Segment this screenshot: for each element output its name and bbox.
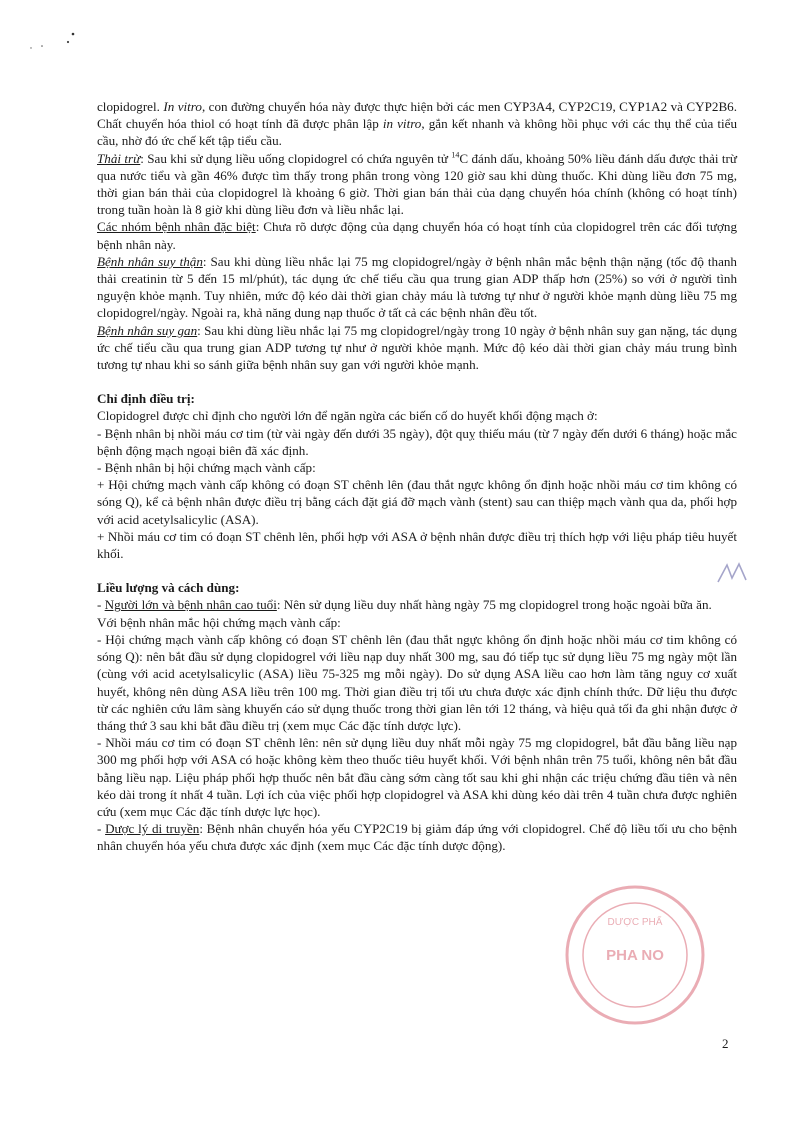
indications-line: - Bệnh nhân bị nhồi máu cơ tim (từ vài ngày đến dưới 35 ngày), đột quỵ thiếu máu (từ 7 ngày đến dưới 6 tháng) hoặc mắc bệnh động mạch ngoại biên đã xác định. xyxy=(97,425,737,458)
section-gap xyxy=(97,373,737,390)
indications-line: Clopidogrel được chỉ định cho người lớn để ngăn ngừa các biến cố do huyết khối động mạch ở: xyxy=(97,408,598,424)
special-populations-label: Các nhóm bệnh nhân đặc biệt xyxy=(97,219,256,235)
excretion-label: Thải trừ xyxy=(97,150,141,166)
document-page xyxy=(97,98,737,855)
indications-line: + Nhồi máu cơ tim có đoạn ST chênh lên, phối hợp với ASA ở bệnh nhân được điều trị thích hợp với liệu pháp tiêu huyết khối. xyxy=(97,528,737,562)
stamp-text-top: DƯỢC PHẨ xyxy=(607,917,663,928)
paragraph-metabolism: clopidogrel. In vitro, con đường chuyển hóa này được thực hiện bởi các men CYP3A4, CYP2C19, CYP1A2 và CYP2B6. Chất chuyển hóa thiol có hoạt tính đã được phân lập in vitro, gắn kết nhanh và không hồi phục với các thụ thể của tiểu cầu, nhờ đó ức chế kết tập tiểu cầu. xyxy=(97,99,737,149)
dosage-pharmacogenetics: - Dược lý di truyền: Bệnh nhân chuyển hóa yếu CYP2C19 bị giảm đáp ứng với clopidogrel. Chế độ liều tối ưu cho bệnh nhân chuyển hóa yếu chưa được xác định (xem mục Các đặc tính dược động). xyxy=(97,821,738,854)
paragraph-excretion: Thải trừ: Sau khi sử dụng liều uống clopidogrel có chứa nguyên tử $^{14}$C đánh dấu, khoảng 50% liều đánh dấu được thải trừ qua nước tiểu và gần 46% được tìm thấy trong phân trong vòng 120 giờ sau khi dùng thuốc. Khi dùng liều đơn 75 mg, thời gian bán thải của clopidogrel là khoảng 6 giờ. Thời gian bán thải của dạng chuyển hóa chính (không có hoạt tính) trong tuần hoàn là 8 giờ khi dùng liều đơn và liều nhắc lại. xyxy=(97,150,738,218)
paragraph-special-populations: Các nhóm bệnh nhân đặc biệt: Chưa rõ dược động của dạng chuyển hóa có hoạt tính của clopidogrel trên các đối tượng bệnh nhân này. xyxy=(97,219,738,252)
scan-specks xyxy=(28,28,78,52)
section-gap xyxy=(97,562,737,579)
hepatic-label: Bệnh nhân suy gan xyxy=(97,322,198,338)
paragraph-renal-impairment: Bệnh nhân suy thận: Sau khi dùng liều nhắc lại 75 mg clopidogrel/ngày ở bệnh nhân mắc bệnh thận nặng (tốc độ thanh thải creatinin từ 5 đến 15 ml/phút), tác dụng ức chế tiểu cầu qua trung gian ADP thấp hơn (25%) so với ở người tình nguyện khỏe mạnh. Tuy nhiên, mức độ kéo dài thời gian chảy máu là tương tự như ở người khỏe mạnh dùng liều 75 mg clopidogrel/ngày. Ngoài ra, khả năng dung nạp thuốc ở tất cả các bệnh nhân đều tốt. xyxy=(97,253,737,321)
dosage-acs-intro: Với bệnh nhân mắc hội chứng mạch vành cấp: xyxy=(97,614,341,630)
indications-line: + Hội chứng mạch vành cấp không có đoạn ST chênh lên (đau thắt ngực không ổn định hoặc nhồi máu cơ tim không có sóng Q), kể cả bệnh nhân được điều trị bằng cách đặt giá đỡ mạch vành (stent) sau can thiệp mạch vành qua da, phối hợp với acid acetylsalicylic (ASA). xyxy=(97,477,737,527)
page-number: 2 xyxy=(722,1036,729,1051)
paragraph-hepatic-impairment: Bệnh nhân suy gan: Sau khi dùng liều nhắc lại 75 mg clopidogrel/ngày trong 10 ngày ở bệnh nhân suy gan nặng, tác dụng ức chế tiểu cầu qua trung gian ADP tương tự như ở người khỏe mạnh. Mức độ kéo dài thời gian chảy máu trung bình tương tự nhau khi so sánh giữa bệnh nhân suy gan với người khỏe mạnh. xyxy=(97,322,738,373)
company-stamp xyxy=(560,880,710,1030)
pharmacogenetics-label: Dược lý di truyền xyxy=(105,821,200,837)
stamp-text-mid: PHA NO xyxy=(606,947,664,964)
dosage-stemi: - Nhồi máu cơ tim có đoạn ST chênh lên: nên sử dụng liều duy nhất mỗi ngày 75 mg clopidogrel, bắt đầu bằng liều nạp 300 mg phối hợp với ASA có hoặc không kèm theo thuốc tiêu huyết khối. Với bệnh nhân trên 75 tuổi, không nên bắt đầu bằng liều nạp. Liệu pháp phối hợp thuốc nên bắt đầu càng sớm càng tốt sau khi ghi nhận các triệu chứng đầu tiên và nên kéo dài trong ít nhất 4 tuần. Lợi ích của việc phối hợp clopidogrel và ASA khi dùng kéo dài trên 4 tuần chưa được nghiên cứu (xem mục Các đặc tính dược lực học). xyxy=(97,735,737,819)
indications-line: - Bệnh nhân bị hội chứng mạch vành cấp: xyxy=(97,460,316,476)
renal-label: Bệnh nhân suy thận xyxy=(97,253,203,269)
adult-label: Người lớn và bệnh nhân cao tuổi xyxy=(104,597,277,613)
dosage-adult: - Người lớn và bệnh nhân cao tuổi: Nên sử dụng liều duy nhất hàng ngày 75 mg clopidogrel trong hoặc ngoài bữa ăn. xyxy=(97,597,712,613)
dosage-heading: Liều lượng và cách dùng: xyxy=(97,580,240,596)
indications-heading: Chỉ định điều trị: xyxy=(97,391,195,407)
dosage-nstemi: - Hội chứng mạch vành cấp không có đoạn ST chênh lên (đau thắt ngực không ổn định hoặc nhồi máu cơ tim không có sóng Q): nên bắt đầu sử dụng clopidogrel với liều nạp duy nhất 300 mg, sau đó tiếp tục sử dụng liều 75 mg ngày một lần (cùng với acid acetylsalicylic (ASA) liều 75-325 mg mỗi ngày). Do sử dụng ASA liều cao hơn làm tăng nguy cơ xuất huyết, không nên dùng ASA liều trên 100 mg. Thời gian điều trị tối ưu chưa được xác định chính thức. Dữ liệu thu được từ các nghiên cứu lâm sàng khuyến cáo sử dụng thuốc trong thời gian lên tới 12 tháng, và hiệu quả tối đa ghi nhận được ở tháng thứ 3 sau khi bắt đầu điều trị (xem mục Các đặc tính dược lực). xyxy=(97,631,737,733)
